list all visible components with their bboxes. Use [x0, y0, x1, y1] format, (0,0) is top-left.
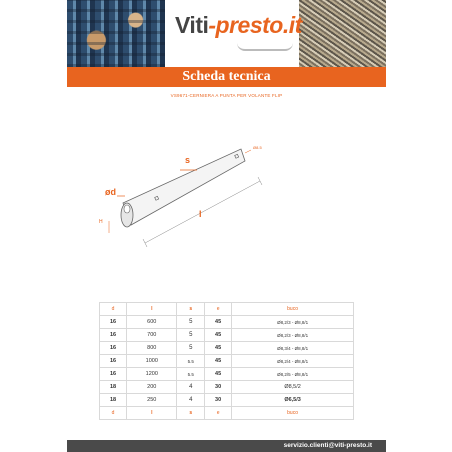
table-row	[100, 316, 354, 329]
cell-l: 1200	[127, 368, 177, 381]
header-banner	[67, 0, 386, 67]
cell-buco: Ø8,2/4 - Ø8,8/1	[232, 355, 354, 368]
logo-swoosh	[237, 43, 293, 51]
cell-buco: Ø8,2/3 - Ø8,8/1	[232, 329, 354, 342]
cell-d: 16	[100, 368, 127, 381]
col-footer-l: l	[127, 407, 177, 420]
cell-d: 16	[100, 342, 127, 355]
footer-bar	[67, 440, 386, 452]
cell-s: 5.5	[177, 368, 205, 381]
table-header-row	[100, 303, 354, 316]
cell-d: 18	[100, 381, 127, 394]
cell-l: 800	[127, 342, 177, 355]
cell-l: 700	[127, 329, 177, 342]
cell-d: 16	[100, 329, 127, 342]
spec-table	[99, 302, 354, 420]
table-row	[100, 381, 354, 394]
label-diameter: ød	[105, 187, 116, 197]
table-row	[100, 368, 354, 381]
table-row	[100, 394, 354, 407]
cell-buco: Ø6,5/3	[232, 394, 354, 407]
label-thickness: s	[185, 155, 191, 165]
col-footer-buco: buco	[232, 407, 354, 420]
logo-accent: -presto.it	[208, 12, 302, 38]
table-row	[100, 329, 354, 342]
cell-d: 16	[100, 355, 127, 368]
cell-e: 45	[205, 355, 232, 368]
cell-l: 1000	[127, 355, 177, 368]
cell-s: 5	[177, 329, 205, 342]
cell-e: 45	[205, 368, 232, 381]
cell-l: 200	[127, 381, 177, 394]
tip-dimension-line	[245, 150, 251, 153]
logo-main: Viti	[175, 12, 209, 38]
technical-drawing	[95, 135, 275, 255]
product-subtitle: VS9671-CERNIERA A PUNTA PER VOLANTE FLIP	[170, 93, 283, 98]
cell-s: 4	[177, 381, 205, 394]
label-length: l	[199, 209, 202, 219]
cell-e: 45	[205, 329, 232, 342]
col-footer-e: e	[205, 407, 232, 420]
table-footer-row	[100, 407, 354, 420]
cell-e: 45	[205, 342, 232, 355]
col-header-d: d	[100, 303, 127, 316]
dimension-tick	[143, 239, 147, 247]
tools-photo	[67, 0, 165, 67]
cell-e: 45	[205, 316, 232, 329]
cell-l: 600	[127, 316, 177, 329]
cell-s: 4	[177, 394, 205, 407]
cell-buco: Ø8,3/4 - Ø8,8/1	[232, 342, 354, 355]
col-footer-s: s	[177, 407, 205, 420]
dimension-tick	[258, 177, 262, 185]
cell-buco: Ø8,2/5 - Ø8,8/1	[232, 368, 354, 381]
table-row	[100, 355, 354, 368]
footer-email[interactable]: servizio.clienti@viti-presto.it	[283, 442, 372, 449]
hinge-plate	[123, 149, 245, 225]
table-row	[100, 342, 354, 355]
label-height: H	[99, 219, 103, 225]
col-header-s: s	[177, 303, 205, 316]
cell-buco: Ø8,5/2	[232, 381, 354, 394]
cell-l: 250	[127, 394, 177, 407]
barrel-hole	[124, 205, 130, 213]
cell-e: 30	[205, 381, 232, 394]
brand-logo	[175, 12, 302, 39]
cell-s: 5.5	[177, 355, 205, 368]
cell-buco: Ø8,2/3 - Ø8,8/1	[232, 316, 354, 329]
cell-e: 30	[205, 394, 232, 407]
cell-s: 5	[177, 342, 205, 355]
cell-d: 16	[100, 316, 127, 329]
hinge-diagram	[95, 135, 275, 255]
label-tip: Ø8.5	[253, 145, 262, 150]
screws-photo	[299, 0, 386, 67]
col-footer-d: d	[100, 407, 127, 420]
col-header-e: e	[205, 303, 232, 316]
col-header-l: l	[127, 303, 177, 316]
cell-s: 5	[177, 316, 205, 329]
section-title: Scheda tecnica	[67, 67, 386, 87]
col-header-buco: buco	[232, 303, 354, 316]
cell-d: 18	[100, 394, 127, 407]
